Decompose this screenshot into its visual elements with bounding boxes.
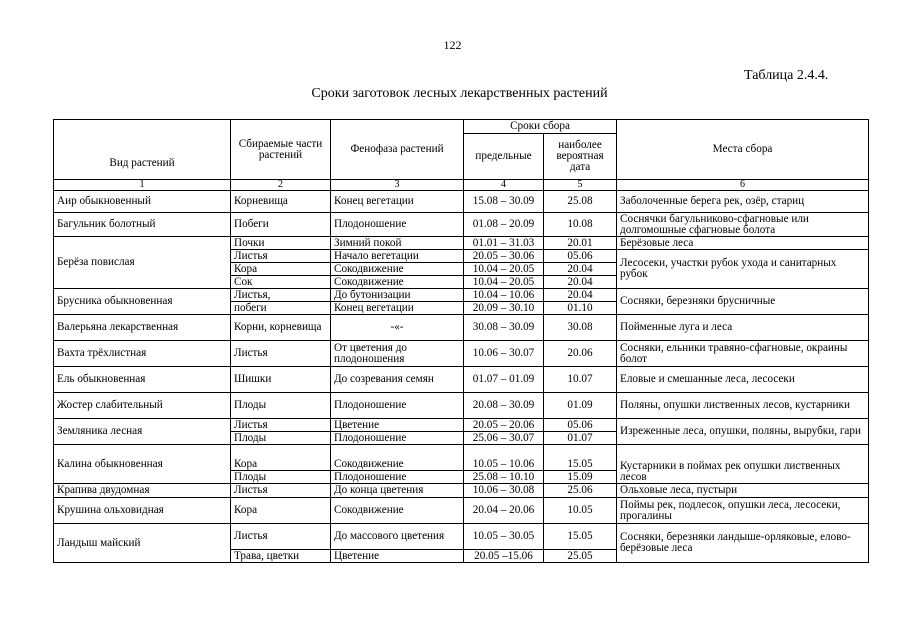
part-cell: Листья	[231, 524, 331, 550]
table-row	[54, 341, 869, 367]
date-cell: 25.06	[544, 484, 617, 498]
phase-cell: От цветения до плодоношения	[331, 341, 464, 367]
part-cell: Кора	[231, 445, 331, 471]
table-row	[54, 419, 869, 432]
date-cell: 01.09	[544, 393, 617, 419]
part-cell: Листья	[231, 341, 331, 367]
place-cell: Лесосеки, участки рубок ухода и санитарных рубок	[617, 250, 869, 289]
part-cell: Листья	[231, 419, 331, 432]
date-cell: 15.09	[544, 471, 617, 484]
part-cell: Плоды	[231, 471, 331, 484]
table-row	[54, 237, 869, 250]
table-title: Сроки заготовок лесных лекарственных растений	[311, 86, 608, 101]
phase-cell: До созревания семян	[331, 367, 464, 393]
species-cell: Аир обыкновенный	[54, 191, 231, 213]
page-number: 122	[443, 38, 462, 52]
phase-cell: Конец вегетации	[331, 191, 464, 213]
place-cell: Кустарники в поймах рек опушки лиственных лесов	[617, 445, 869, 484]
species-cell: Берёза повислая	[54, 237, 231, 289]
species-cell: Брусника обыкновенная	[54, 289, 231, 315]
table-row	[54, 524, 869, 550]
date-cell: 20.01	[544, 237, 617, 250]
species-cell: Земляника лесная	[54, 419, 231, 445]
place-cell: Берёзовые леса	[617, 237, 869, 250]
part-cell: Листья	[231, 484, 331, 498]
part-cell: Листья	[231, 250, 331, 263]
date-cell: 20.04	[544, 289, 617, 302]
place-cell: Поймы рек, подлесок, опушки леса, лесосеки, прогалины	[617, 498, 869, 524]
phase-cell: Зимний покой	[331, 237, 464, 250]
table-row	[54, 484, 869, 498]
phase-cell: Сокодвижение	[331, 445, 464, 471]
date-cell: 05.06	[544, 250, 617, 263]
species-cell: Ель обыкновенная	[54, 367, 231, 393]
limit-cell: 20.05 – 20.06	[464, 419, 544, 432]
limit-cell: 10.05 – 10.06	[464, 445, 544, 471]
date-cell: 05.06	[544, 419, 617, 432]
place-cell: Поляны, опушки лиственных лесов, кустарники	[617, 393, 869, 419]
harvest-table	[53, 119, 869, 563]
limit-cell: 25.08 – 10.10	[464, 471, 544, 484]
limit-cell: 10.06 – 30.08	[464, 484, 544, 498]
date-cell: 20.04	[544, 276, 617, 289]
header-species: Вид растений	[54, 120, 231, 180]
place-cell: Пойменные луга и леса	[617, 315, 869, 341]
table-row	[54, 498, 869, 524]
species-cell: Крапива двудомная	[54, 484, 231, 498]
phase-cell: Начало вегетации	[331, 250, 464, 263]
col-number: 5	[544, 180, 617, 191]
part-cell: Плоды	[231, 393, 331, 419]
part-cell: Корни, корневища	[231, 315, 331, 341]
phase-cell: Плодоношение	[331, 393, 464, 419]
place-cell: Сосняки, березняки брусничные	[617, 289, 869, 315]
limit-cell: 30.08 – 30.09	[464, 315, 544, 341]
limit-cell: 10.04 – 10.06	[464, 289, 544, 302]
phase-cell: Сокодвижение	[331, 276, 464, 289]
limit-cell: 01.07 – 01.09	[464, 367, 544, 393]
part-cell: Побеги	[231, 213, 331, 237]
species-cell: Багульник болотный	[54, 213, 231, 237]
date-cell: 20.06	[544, 341, 617, 367]
place-cell: Заболоченные берега рек, озёр, стариц	[617, 191, 869, 213]
part-cell: Листья,	[231, 289, 331, 302]
header-probable: наиболее вероятная дата	[544, 134, 617, 180]
header-places: Места сбора	[617, 120, 869, 180]
limit-cell: 15.08 – 30.09	[464, 191, 544, 213]
phase-cell: До массового цветения	[331, 524, 464, 550]
phase-cell: Цветение	[331, 419, 464, 432]
table-row	[54, 191, 869, 213]
table-row	[54, 367, 869, 393]
place-cell: Изреженные леса, опушки, поляны, вырубки, гари	[617, 419, 869, 445]
date-cell: 25.05	[544, 550, 617, 563]
column-numbers-row	[54, 180, 869, 191]
limit-cell: 01.08 – 20.09	[464, 213, 544, 237]
col-number: 6	[617, 180, 869, 191]
phase-cell: Сокодвижение	[331, 263, 464, 276]
limit-cell: 20.05 – 30.06	[464, 250, 544, 263]
date-cell: 10.05	[544, 498, 617, 524]
limit-cell: 01.01 – 31.03	[464, 237, 544, 250]
col-number: 3	[331, 180, 464, 191]
phase-cell: До бутонизации	[331, 289, 464, 302]
date-cell: 20.04	[544, 263, 617, 276]
part-cell: побеги	[231, 302, 331, 315]
part-cell: Кора	[231, 263, 331, 276]
col-number: 2	[231, 180, 331, 191]
place-cell: Сосняки, березняки ландыше-орляковые, елово-берёзовые леса	[617, 524, 869, 563]
limit-cell: 10.05 – 30.05	[464, 524, 544, 550]
part-cell: Почки	[231, 237, 331, 250]
phase-cell: Плодоношение	[331, 213, 464, 237]
limit-cell: 10.04 – 20.05	[464, 263, 544, 276]
table-label: Таблица 2.4.4.	[744, 68, 829, 83]
limit-cell: 10.04 – 20.05	[464, 276, 544, 289]
col-number: 4	[464, 180, 544, 191]
place-cell: Сосняки, ельники травяно-сфагновые, окраины болот	[617, 341, 869, 367]
table-row	[54, 445, 869, 471]
species-cell: Жостер слабительный	[54, 393, 231, 419]
phase-cell: -«-	[331, 315, 464, 341]
table-row	[54, 393, 869, 419]
species-cell: Валерьяна лекарственная	[54, 315, 231, 341]
limit-cell: 10.06 – 30.07	[464, 341, 544, 367]
date-cell: 01.10	[544, 302, 617, 315]
phase-cell: До конца цветения	[331, 484, 464, 498]
part-cell: Корневища	[231, 191, 331, 213]
phase-cell: Плодоношение	[331, 432, 464, 445]
phase-cell: Сокодвижение	[331, 498, 464, 524]
limit-cell: 20.09 – 30.10	[464, 302, 544, 315]
part-cell: Плоды	[231, 432, 331, 445]
part-cell: Кора	[231, 498, 331, 524]
part-cell: Шишки	[231, 367, 331, 393]
place-cell: Ольховые леса, пустыри	[617, 484, 869, 498]
part-cell: Трава, цветки	[231, 550, 331, 563]
header-terms: Сроки сбора	[464, 120, 617, 134]
species-cell: Ландыш майский	[54, 524, 231, 563]
date-cell: 10.07	[544, 367, 617, 393]
phase-cell: Цветение	[331, 550, 464, 563]
place-cell: Еловые и смешанные леса, лесосеки	[617, 367, 869, 393]
date-cell: 10.08	[544, 213, 617, 237]
place-cell: Соснячки багульниково-сфагновые или долгомошные сфагновые болота	[617, 213, 869, 237]
species-cell: Крушина ольховидная	[54, 498, 231, 524]
header-parts: Сбираемые части растений	[231, 120, 331, 180]
species-cell: Калина обыкновенная	[54, 445, 231, 484]
date-cell: 25.08	[544, 191, 617, 213]
date-cell: 01.07	[544, 432, 617, 445]
limit-cell: 20.08 – 30.09	[464, 393, 544, 419]
limit-cell: 20.05 –15.06	[464, 550, 544, 563]
table-row	[54, 289, 869, 302]
header-phenophase: Фенофаза растений	[331, 120, 464, 180]
limit-cell: 25.06 – 30.07	[464, 432, 544, 445]
species-cell: Вахта трёхлистная	[54, 341, 231, 367]
phase-cell: Конец вегетации	[331, 302, 464, 315]
col-number: 1	[54, 180, 231, 191]
date-cell: 15.05	[544, 445, 617, 471]
limit-cell: 20.04 – 20.06	[464, 498, 544, 524]
phase-cell: Плодоношение	[331, 471, 464, 484]
date-cell: 30.08	[544, 315, 617, 341]
table-row	[54, 213, 869, 237]
header-limit: предельные	[464, 134, 544, 180]
table-row	[54, 315, 869, 341]
part-cell: Сок	[231, 276, 331, 289]
date-cell: 15.05	[544, 524, 617, 550]
